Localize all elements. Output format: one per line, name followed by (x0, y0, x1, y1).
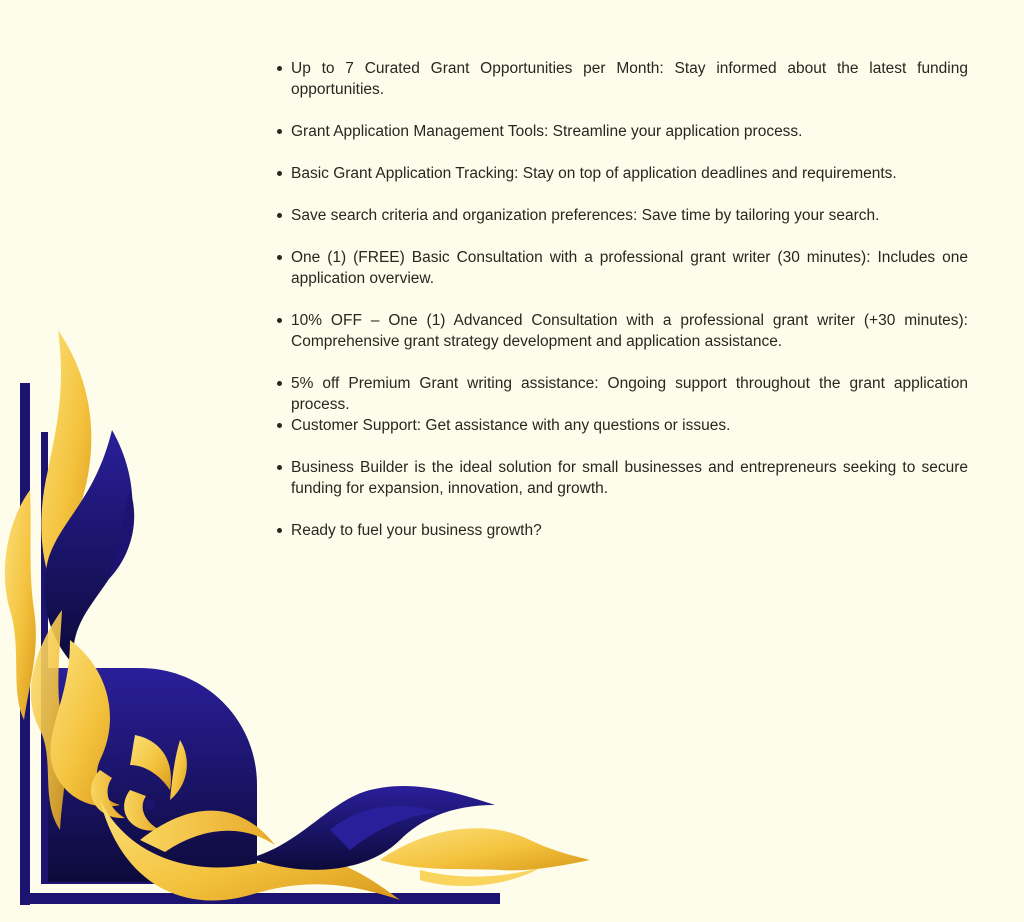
benefit-item: Customer Support: Get assistance with any questions or issues. (291, 415, 968, 436)
benefit-item: 5% off Premium Grant writing assistance: Ongoing support throughout the grant application process. (291, 375, 968, 413)
benefit-item: Up to 7 Curated Grant Opportunities per Month: Stay informed about the latest funding opportunities. (291, 60, 968, 98)
benefit-item: Basic Grant Application Tracking: Stay on top of application deadlines and requirements. (291, 163, 968, 184)
benefits-list (291, 58, 968, 541)
gold-flame-right (380, 828, 590, 870)
benefit-item: Grant Application Management Tools: Streamline your application process. (291, 121, 968, 142)
benefit-item: One (1) (FREE) Basic Consultation with a professional grant writer (30 minutes): Includes one application overview. (291, 249, 968, 287)
benefit-item: Ready to fuel your business growth? (291, 520, 968, 541)
benefit-item: Business Builder is the ideal solution for small businesses and entrepreneurs seeking to secure funding for expansion, innovation, and growth. (291, 459, 968, 497)
benefit-item: 10% OFF – One (1) Advanced Consultation with a professional grant writer (+30 minutes): Comprehensive grant strategy development and application assistance. (291, 312, 968, 350)
benefit-item: Save search criteria and organization preferences: Save time by tailoring your search. (291, 205, 968, 226)
